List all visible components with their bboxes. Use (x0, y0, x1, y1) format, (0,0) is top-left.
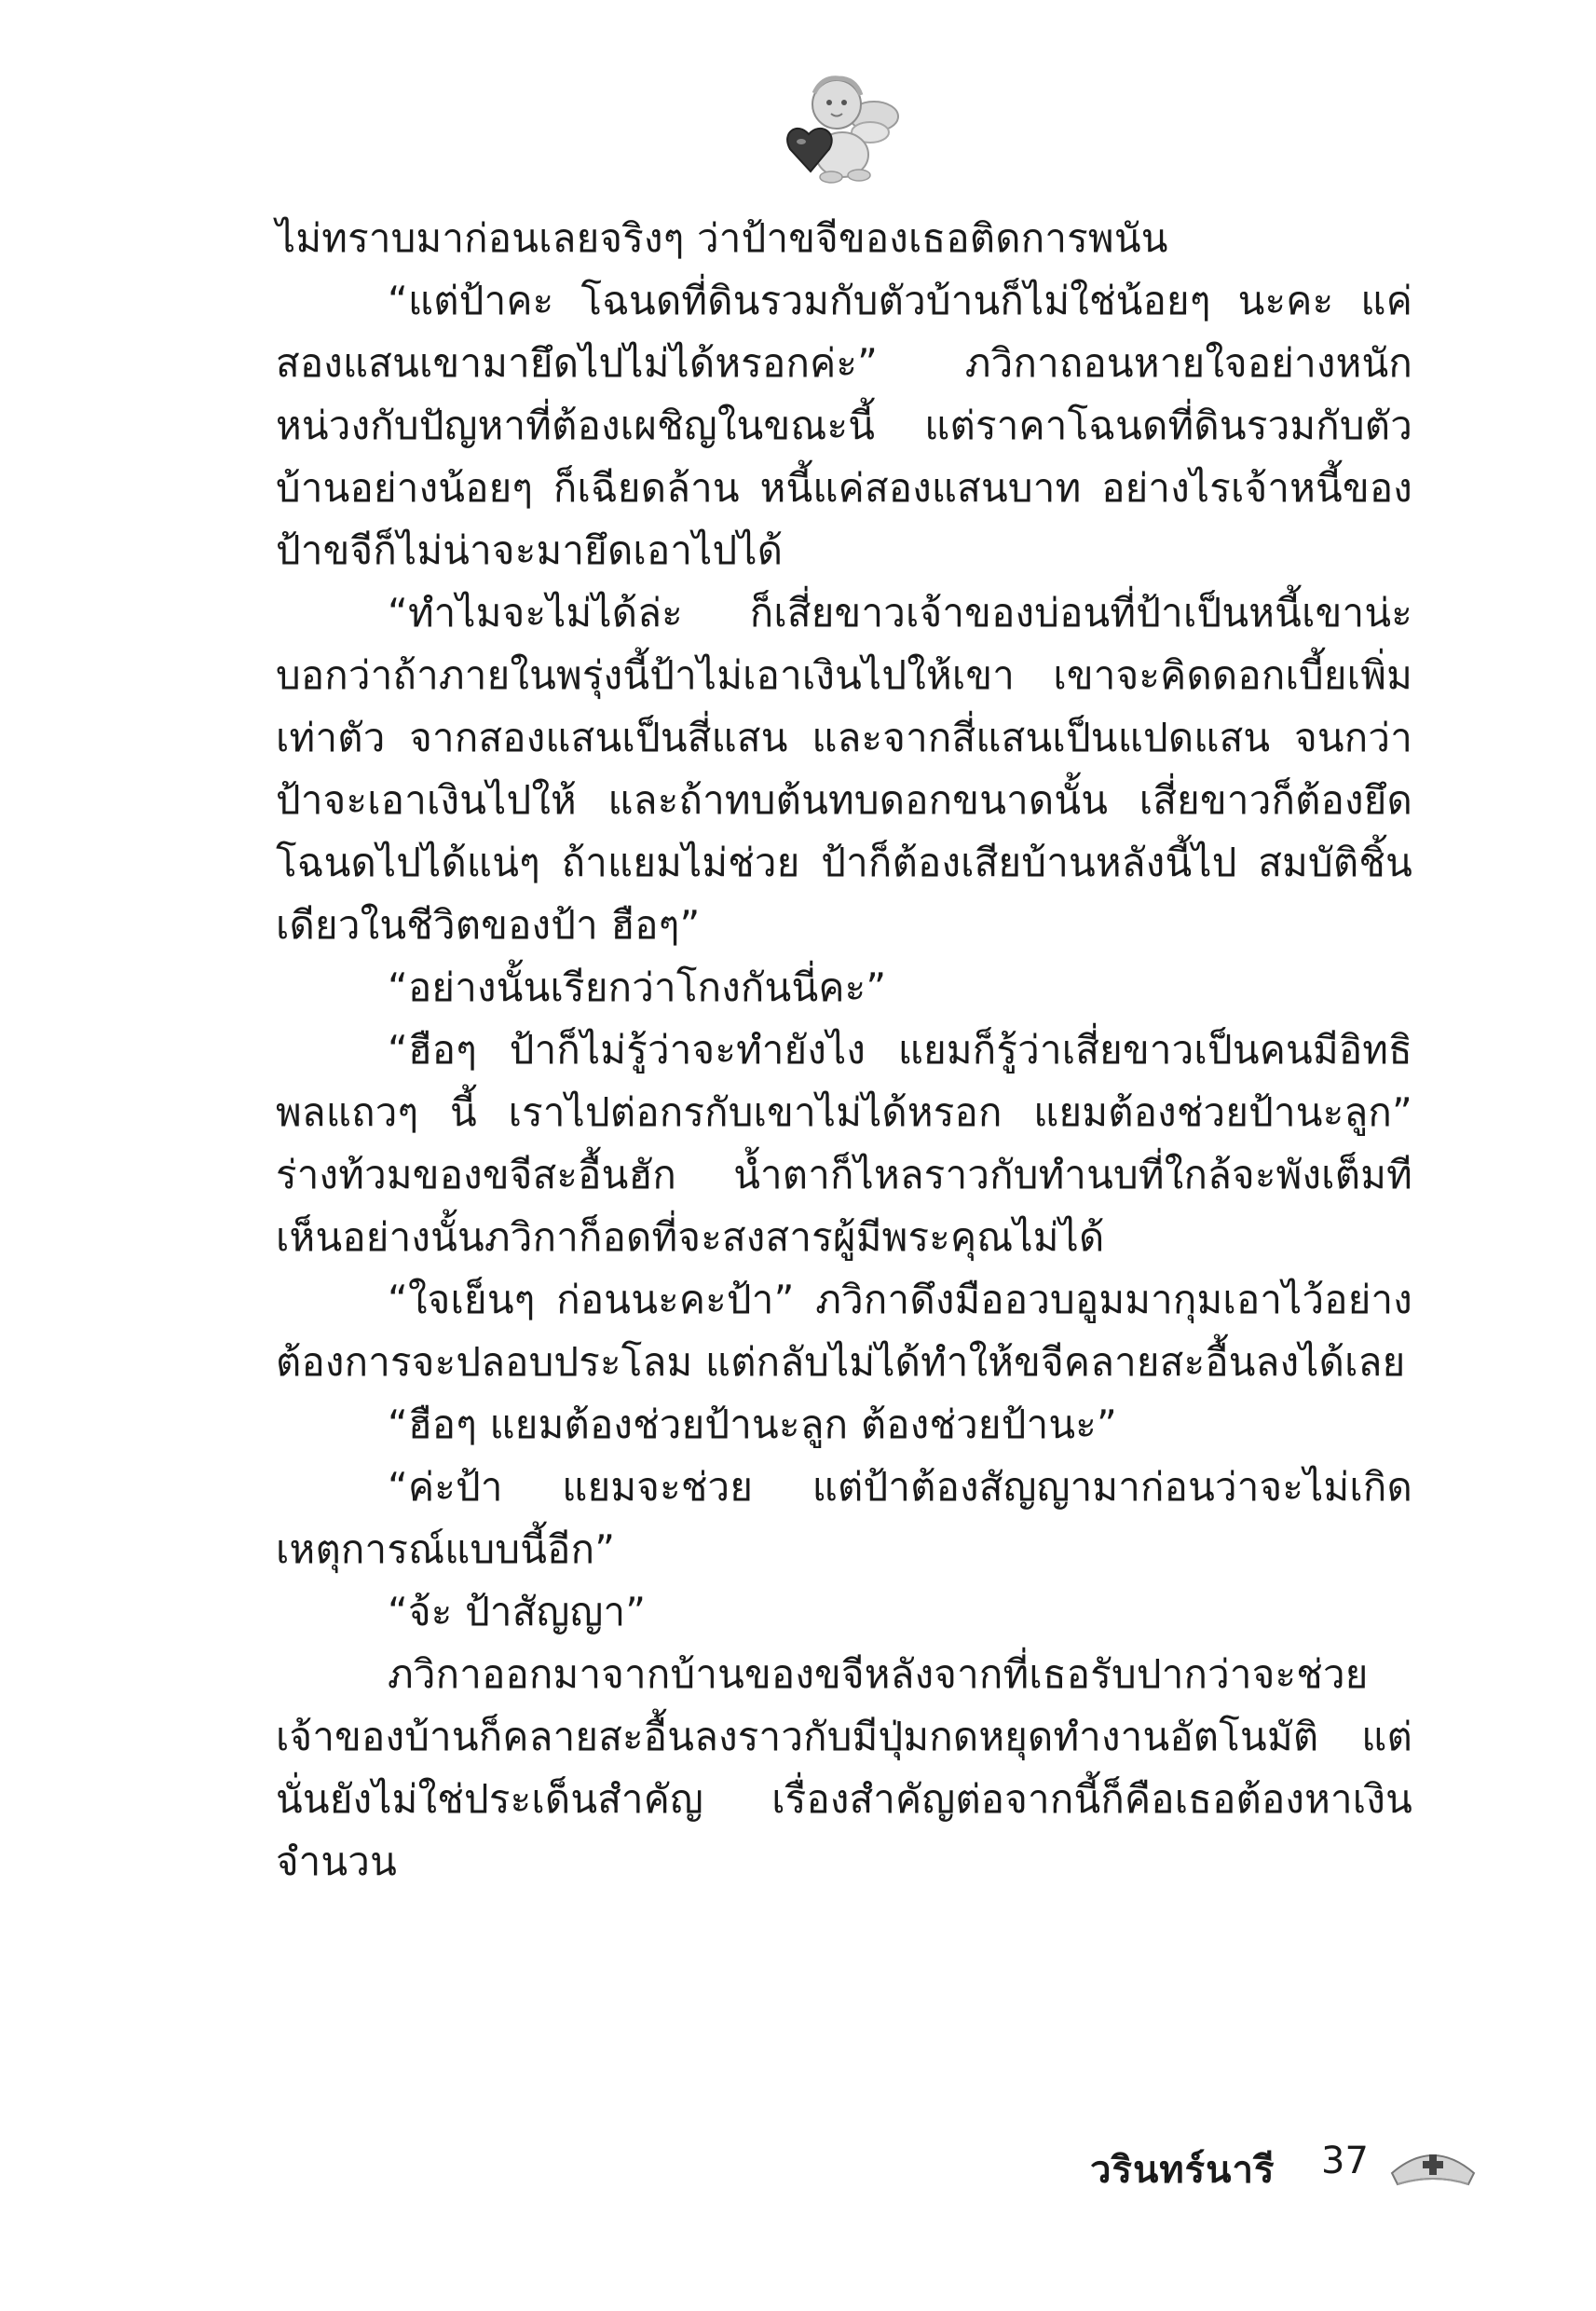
paragraph: “ฮือๆ ป้าก็ไม่รู้ว่าจะทำยังไง แยมก็รู้ว่าเสี่ยขาวเป็นคนมีอิทธิพลแถวๆ นี้ เราไปต่อกรกับเขาไม่ได้หรอก แยมต้องช่วยป้านะลูก” ร่างท้วมของขจีสะอื้นฮัก น้ำตาก็ไหลราวกับทำนบที่ใกล้จะพังเต็มที เห็นอย่างนั้นภวิกาก็อดที่จะสงสารผู้มีพระคุณไม่ได้ (276, 1027, 1412, 1260)
page-footer (1090, 2132, 1500, 2207)
nurse-cap-icon (1386, 2136, 1480, 2192)
paragraph: “แต่ป้าคะ โฉนดที่ดินรวมกับตัวบ้านก็ไม่ใช่น้อยๆ นะคะ แค่สองแสนเขามายึดไปไม่ได้หรอกค่ะ” ภวิกาถอนหายใจอย่างหนักหน่วงกับปัญหาที่ต้องเผชิญในขณะนี้ แต่ราคาโฉนดที่ดินรวมกับตัวบ้านอย่างน้อยๆ ก็เฉียดล้าน หนี้แค่สองแสนบาท อย่างไรเจ้าหนี้ของป้าขจีก็ไม่น่าจะมายึดเอาไปได้ (276, 278, 1412, 573)
paragraph: “ใจเย็นๆ ก่อนนะคะป้า” ภวิกาดึงมืออวบอูมมากุมเอาไว้อย่างต้องการจะปลอบประโลม แต่กลับไม่ได้ทำให้ขจีคลายสะอื้นลงได้เลย (276, 1277, 1412, 1385)
paragraph: “ค่ะป้า แยมจะช่วย แต่ป้าต้องสัญญามาก่อนว่าจะไม่เกิดเหตุการณ์แบบนี้อีก” (276, 1464, 1412, 1572)
book-title: วรินทร์นารี (1090, 2149, 1275, 2192)
paragraph: “จ้ะ ป้าสัญญา” (388, 1589, 647, 1634)
paragraph: ภวิกาออกมาจากบ้านของขจีหลังจากที่เธอรับปากว่าจะช่วยเจ้าของบ้านก็คลายสะอื้นลงราวกับมีปุ่มกดหยุดทำงานอัตโนมัติ แต่นั่นยังไม่ใช่ประเด็นสำคัญ เรื่องสำคัญต่อจากนี้ก็คือเธอต้องหาเงินจำนวน (276, 1651, 1412, 1884)
page-number: 37 (1321, 2140, 1369, 2182)
paragraph: “ทำไมจะไม่ได้ล่ะ ก็เสี่ยขาวเจ้าของบ่อนที่ป้าเป็นหนี้เขาน่ะบอกว่าถ้าภายในพรุ่งนี้ป้าไม่เอาเงินไปให้เขา เขาจะคิดดอกเบี้ยเพิ่มเท่าตัว จากสองแสนเป็นสี่แสน และจากสี่แสนเป็นแปดแสน จนกว่าป้าจะเอาเงินไปให้ และถ้าทบต้นทบดอกขนาดนั้น เสี่ยขาวก็ต้องยึดโฉนดไปได้แน่ๆ ถ้าแยมไม่ช่วย ป้าก็ต้องเสียบ้านหลังนี้ไป สมบัติชิ้นเดียวในชีวิตของป้า ฮือๆ” (276, 590, 1412, 948)
paragraph: “ฮือๆ แยมต้องช่วยป้านะลูก ต้องช่วยป้านะ” (388, 1402, 1118, 1447)
body-text (276, 207, 1412, 1893)
cupid-heart-icon (773, 65, 904, 186)
paragraph: “อย่างนั้นเรียกว่าโกงกันนี่คะ” (388, 964, 887, 1010)
paragraph: ไม่ทราบมาก่อนเลยจริงๆ ว่าป้าขจีของเธอติดการพนัน (276, 215, 1168, 261)
